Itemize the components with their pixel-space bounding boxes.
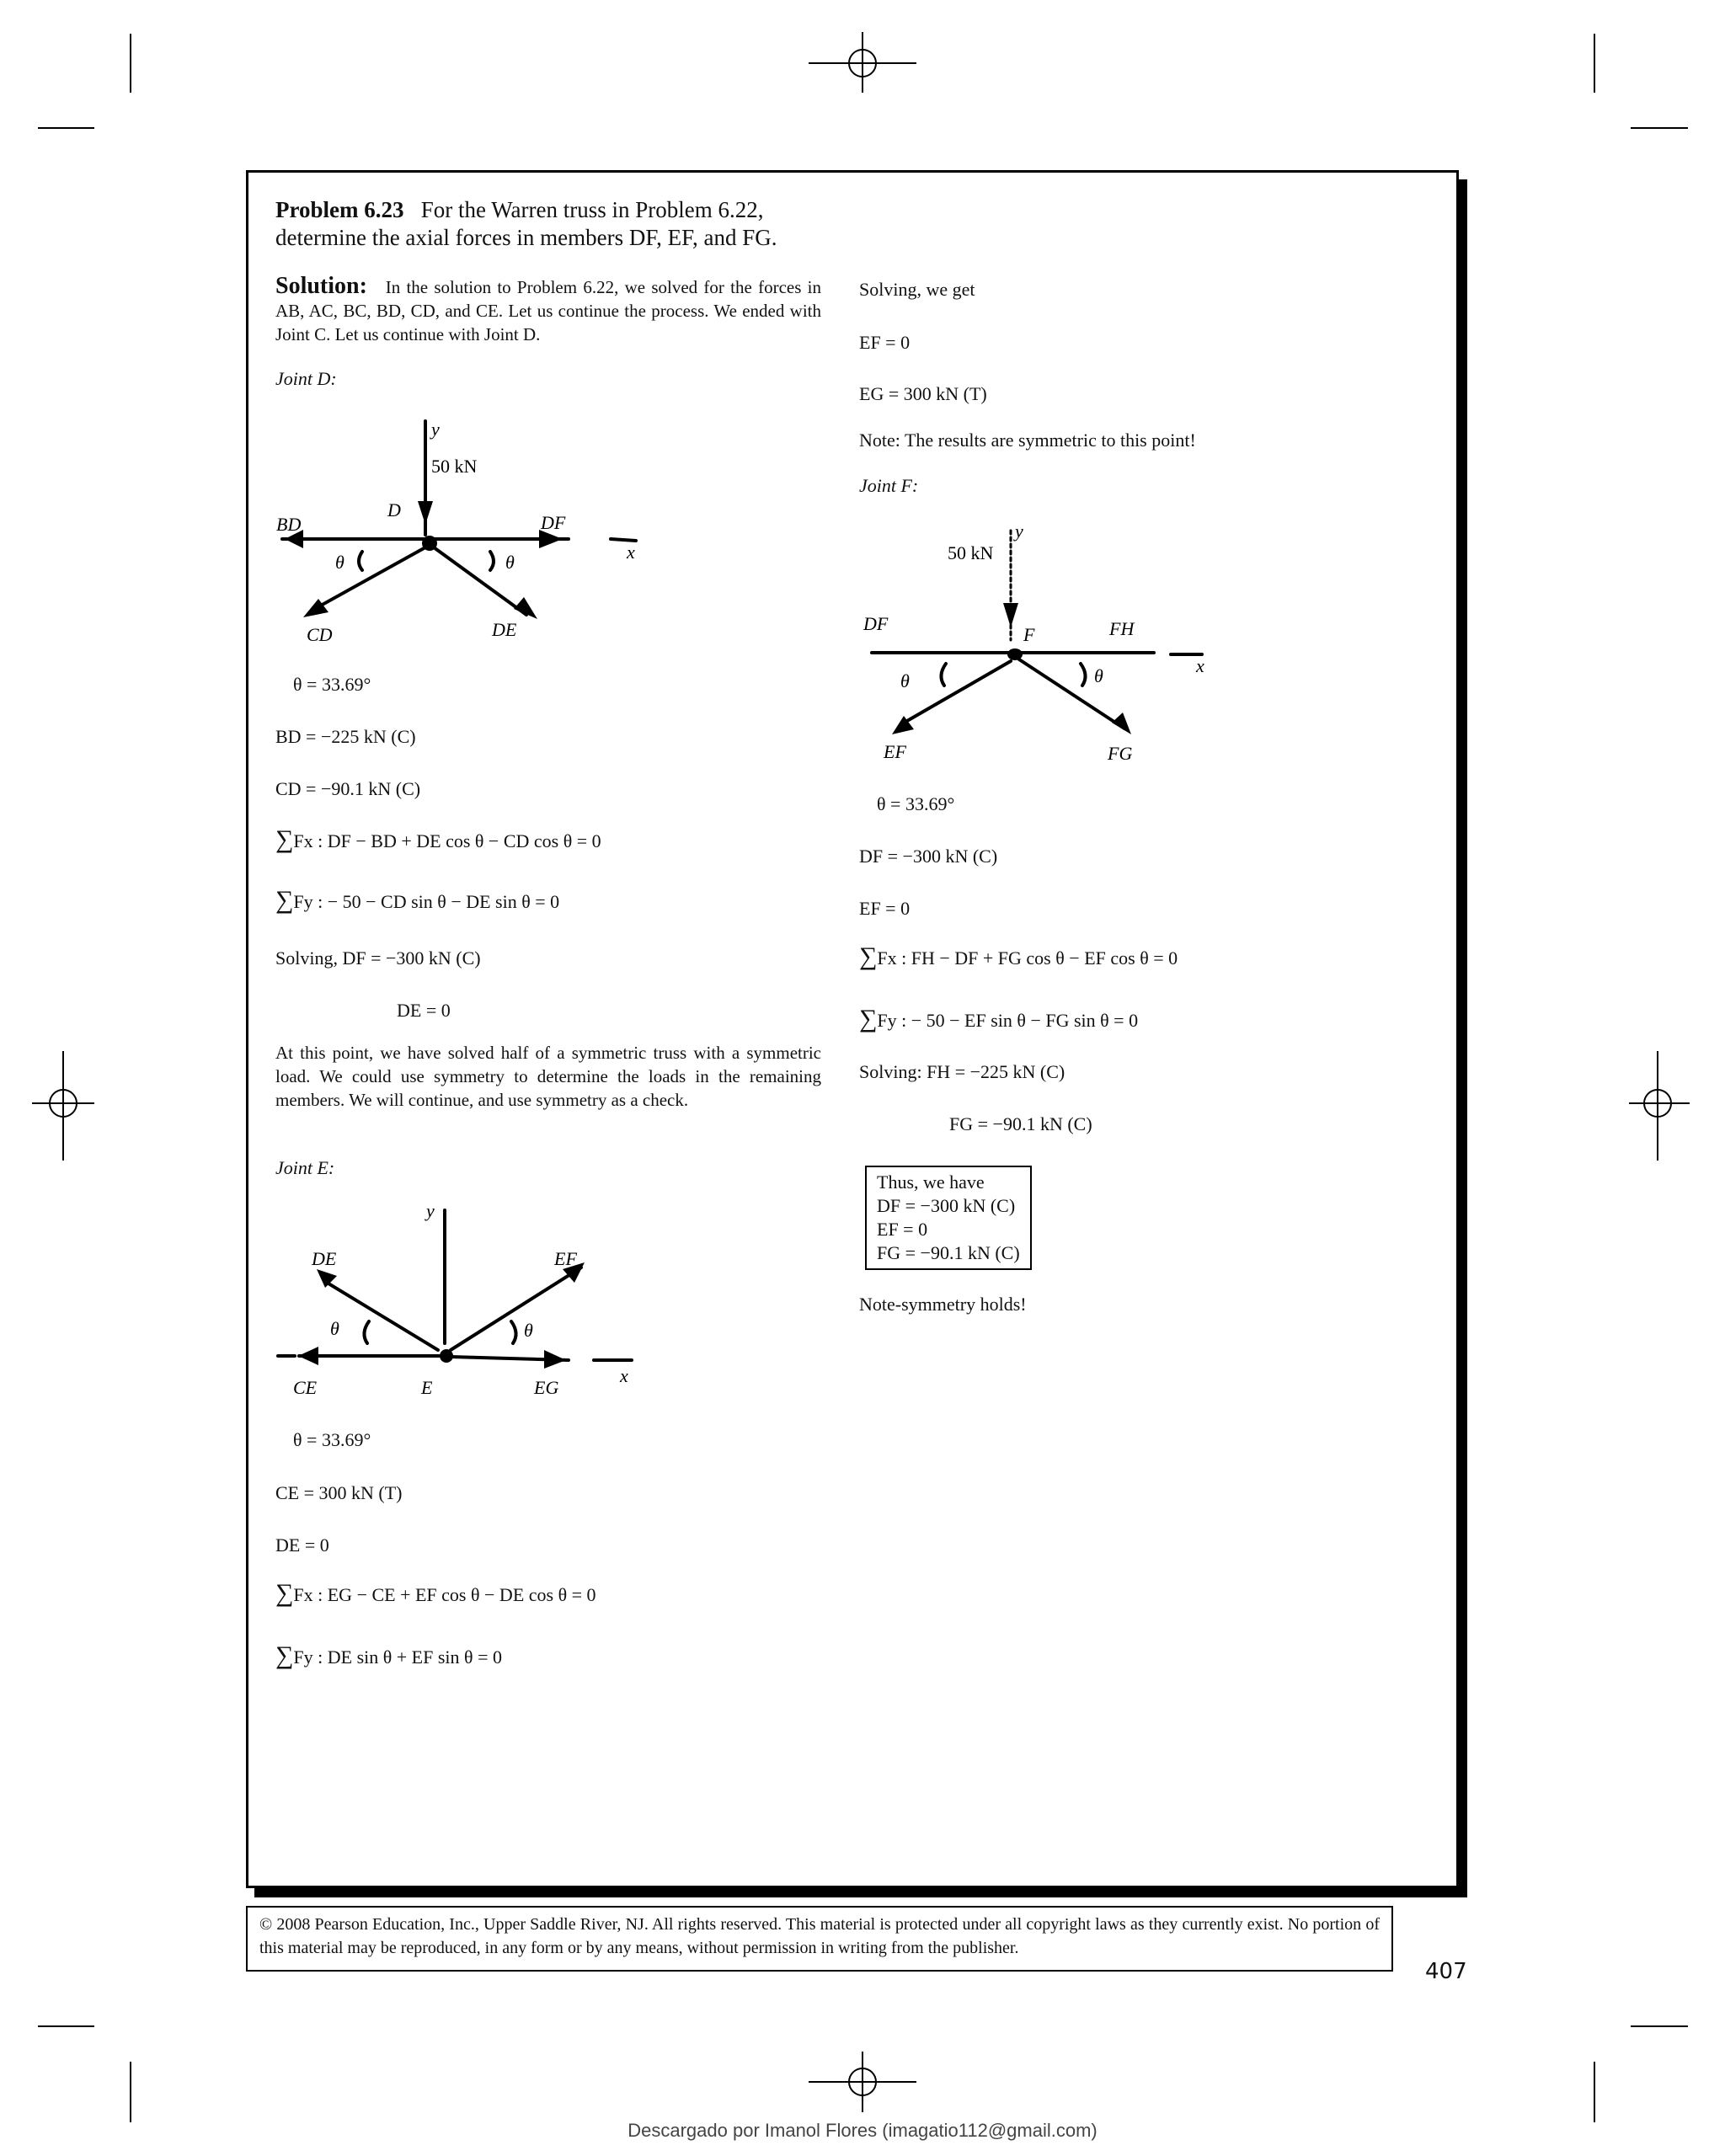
joint-d-sum-fy-text: Fy : − 50 − CD sin θ − DE sin θ = 0 xyxy=(293,891,560,912)
joint-f-load-label: 50 kN xyxy=(948,542,994,563)
download-note: Descargado por Imanol Flores (imagatio112@gmail.com) xyxy=(628,2120,1097,2141)
right-note: Note: The results are symmetric to this point! xyxy=(859,430,1196,451)
joint-e-de: DE = 0 xyxy=(275,1534,329,1556)
joint-d-sum-fy: ∑Fy : − 50 − CD sin θ − DE sin θ = 0 xyxy=(275,886,560,914)
joint-d-bd: BD = −225 kN (C) xyxy=(275,726,416,747)
joint-e-x-label: x xyxy=(620,1365,628,1386)
joint-f-theta-left: θ xyxy=(900,670,910,691)
joint-e-ce-label: CE xyxy=(293,1377,318,1398)
joint-d-df-label: DF xyxy=(541,512,566,533)
joint-d-sum-fx-text: Fx : DF − BD + DE cos θ − CD cos θ = 0 xyxy=(293,830,601,851)
joint-d-y-label: y xyxy=(431,419,440,440)
joint-d-cd-label: CD xyxy=(307,624,333,645)
joint-e-sum-fx: ∑Fx : EG − CE + EF cos θ − DE cos θ = 0 xyxy=(275,1579,596,1607)
joint-d-theta-left: θ xyxy=(335,552,344,573)
solution-intro xyxy=(275,275,821,346)
joint-d-theta-right: θ xyxy=(505,552,515,573)
joint-e-e-label: E xyxy=(421,1377,433,1398)
joint-f-ef: EF = 0 xyxy=(859,898,911,919)
joint-e-diagram xyxy=(270,1200,657,1402)
problem-line1: For the Warren truss in Problem 6.22, xyxy=(420,197,764,222)
joint-f-solving: Solving: FH = −225 kN (C) xyxy=(859,1061,1065,1082)
right-solving: Solving, we get xyxy=(859,279,975,300)
symmetry-holds: Note-symmetry holds! xyxy=(859,1294,1027,1315)
page-number: 407 xyxy=(1425,1959,1467,1984)
copyright-notice: © 2008 Pearson Education, Inc., Upper Saddle River, NJ. All rights reserved. This material is protected under all copyright laws as they currently exist. No portion of this material may be reproduced, in any form or by any means, without permission in writing from the publisher. xyxy=(246,1906,1393,1972)
joint-f-f-label: F xyxy=(1023,624,1035,645)
joint-f-df-label: DF xyxy=(863,613,889,634)
result-box xyxy=(865,1166,1032,1270)
problem-line2: determine the axial forces in members DF, EF, and FG. xyxy=(275,225,777,250)
joint-f-sum-fx-text: Fx : FH − DF + FG cos θ − EF cos θ = 0 xyxy=(877,947,1178,969)
joint-f-heading: Joint F: xyxy=(859,475,919,496)
joint-f-x-label: x xyxy=(1196,655,1204,676)
joint-d-load-label: 50 kN xyxy=(431,456,478,477)
result-line2: DF = −300 kN (C) xyxy=(877,1195,1016,1216)
joint-d-x-label: x xyxy=(627,542,635,563)
joint-d-bd-label: BD xyxy=(276,514,302,535)
joint-e-ef-label: EF xyxy=(554,1248,577,1269)
joint-e-theta: θ = 33.69° xyxy=(293,1429,371,1450)
joint-f-df: DF = −300 kN (C) xyxy=(859,846,998,867)
joint-f-ef-label: EF xyxy=(884,741,906,762)
problem-label: Problem 6.23 xyxy=(275,197,404,222)
joint-e-eg-label: EG xyxy=(534,1377,559,1398)
joint-e-heading: Joint E: xyxy=(275,1157,335,1178)
right-ef: EF = 0 xyxy=(859,332,911,353)
problem-statement xyxy=(275,196,777,252)
joint-f-theta: θ = 33.69° xyxy=(877,793,955,814)
joint-d-d-label: D xyxy=(387,499,401,520)
joint-d-sum-fx: ∑Fx : DF − BD + DE cos θ − CD cos θ = 0 xyxy=(275,825,601,853)
joint-d-theta: θ = 33.69° xyxy=(293,674,371,695)
joint-f-fg: FG = −90.1 kN (C) xyxy=(949,1113,1092,1134)
joint-e-sum-fx-text: Fx : EG − CE + EF cos θ − DE cos θ = 0 xyxy=(293,1584,596,1605)
joint-e-sum-fy: ∑Fy : DE sin θ + EF sin θ = 0 xyxy=(275,1641,502,1669)
symmetry-note: At this point, we have solved half of a symmetric truss with a symmetric load. We could use symmetry to determine the loads in the remaining members. We will continue, and use symmetry as a check. xyxy=(275,1043,821,1110)
result-line4: FG = −90.1 kN (C) xyxy=(877,1242,1020,1263)
joint-f-sum-fy-text: Fy : − 50 − EF sin θ − FG sin θ = 0 xyxy=(877,1010,1139,1031)
joint-f-fh-label: FH xyxy=(1109,618,1135,639)
joint-d-cd: CD = −90.1 kN (C) xyxy=(275,778,421,799)
right-eg: EG = 300 kN (T) xyxy=(859,383,987,404)
joint-f-sum-fy: ∑Fy : − 50 − EF sin θ − FG sin θ = 0 xyxy=(859,1005,1139,1033)
joint-f-y-label: y xyxy=(1015,520,1023,542)
joint-f-sum-fx: ∑Fx : FH − DF + FG cos θ − EF cos θ = 0 xyxy=(859,942,1178,970)
joint-d-de: DE = 0 xyxy=(397,1000,451,1021)
solution-intro-text: In the solution to Problem 6.22, we solved for the forces in AB, AC, BC, BD, CD, and CE. Let us continue the process. We ended with Joint C. Let us continue with Joint D. xyxy=(275,277,821,344)
joint-e-y-label: y xyxy=(426,1200,435,1221)
solution-heading: Solution: xyxy=(275,273,367,299)
joint-d-solving: Solving, DF = −300 kN (C) xyxy=(275,947,481,969)
joint-f-diagram xyxy=(855,522,1226,762)
result-line3: EF = 0 xyxy=(877,1219,928,1240)
result-line1: Thus, we have xyxy=(877,1171,985,1193)
joint-e-de-label: DE xyxy=(312,1248,337,1269)
joint-f-theta-right: θ xyxy=(1094,665,1103,686)
joint-e-theta-left: θ xyxy=(330,1318,339,1339)
joint-d-heading: Joint D: xyxy=(275,368,337,389)
joint-e-theta-right: θ xyxy=(524,1320,533,1341)
joint-e-ce: CE = 300 kN (T) xyxy=(275,1482,403,1503)
joint-e-sum-fy-text: Fy : DE sin θ + EF sin θ = 0 xyxy=(293,1646,502,1668)
joint-f-fg-label: FG xyxy=(1108,743,1133,764)
joint-d-de-label: DE xyxy=(492,619,517,640)
joint-d-diagram xyxy=(270,417,657,644)
